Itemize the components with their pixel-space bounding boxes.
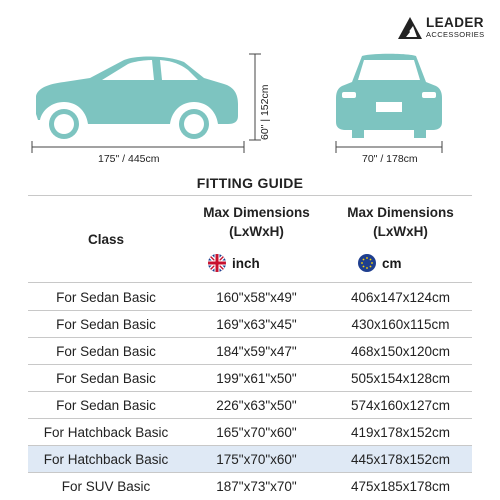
table-row <box>28 392 472 418</box>
eu-flag-icon <box>358 254 376 272</box>
row-cm: 406x147x124cm <box>350 289 451 305</box>
row-inch: 187"x73"x70" <box>216 478 297 494</box>
unit-cm <box>358 253 402 273</box>
row-inch: 160"x58"x49" <box>216 289 297 305</box>
header-rule <box>28 282 472 283</box>
row-cm: 574x160x127cm <box>350 397 451 413</box>
row-cm: 430x160x115cm <box>351 316 450 332</box>
row-cm: 505x154x128cm <box>350 370 451 386</box>
car-rear-view-illustration <box>334 52 444 142</box>
uk-flag-icon <box>208 254 226 272</box>
row-class: For Hatchback Basic <box>43 451 169 467</box>
row-inch: 226"x63"x50" <box>216 397 297 413</box>
row-cm: 475x185x178cm <box>350 478 451 494</box>
unit-cm-label: cm <box>382 255 402 271</box>
table-row <box>28 311 472 337</box>
row-inch: 199"x61"x50" <box>216 370 297 386</box>
leader-logo-icon <box>397 16 423 40</box>
car-width-label: 70" / 178cm <box>362 153 418 165</box>
car-length-label: 175" / 445cm <box>98 153 160 165</box>
table-row <box>28 284 472 310</box>
width-dimension-line <box>334 140 444 154</box>
fitting-guide-title: FITTING GUIDE <box>196 175 304 191</box>
row-class: For Sedan Basic <box>56 370 156 386</box>
row-inch: 165"x70"x60" <box>216 424 297 440</box>
row-class: For Hatchback Basic <box>43 424 169 440</box>
row-class: For Sedan Basic <box>56 343 156 359</box>
table-row <box>28 473 472 499</box>
table-row <box>28 338 472 364</box>
column-header-max-dimensions-inch: Max Dimensions (LxWxH) <box>203 205 310 239</box>
row-cm: 468x150x120cm <box>350 343 451 359</box>
column-header-max-dimensions-cm: Max Dimensions (LxWxH) <box>347 205 454 239</box>
row-inch: 184"x59"x47" <box>216 343 297 359</box>
row-class: For Sedan Basic <box>56 397 156 413</box>
row-class: For Sedan Basic <box>56 289 156 305</box>
table-row-highlighted <box>28 446 472 472</box>
car-height-label: 60" | 152cm <box>259 84 271 140</box>
row-inch: 169"x63"x45" <box>216 316 297 332</box>
row-class: For Sedan Basic <box>56 316 156 332</box>
brand-subtitle: ACCESSORIES <box>426 30 485 39</box>
unit-inch <box>208 253 260 273</box>
table-row <box>28 365 472 391</box>
table-top-rule <box>28 195 472 196</box>
car-side-view-illustration <box>28 52 246 140</box>
unit-inch-label: inch <box>232 255 260 271</box>
row-cm: 445x178x152cm <box>350 451 451 467</box>
brand-name: LEADER <box>426 15 484 30</box>
row-inch: 175"x70"x60" <box>216 451 297 467</box>
length-dimension-line <box>30 140 246 154</box>
brand-logo <box>397 14 493 44</box>
table-row <box>28 419 472 445</box>
column-header-class: Class <box>87 232 125 247</box>
row-cm: 419x178x152cm <box>350 424 451 440</box>
row-class: For SUV Basic <box>61 478 151 494</box>
